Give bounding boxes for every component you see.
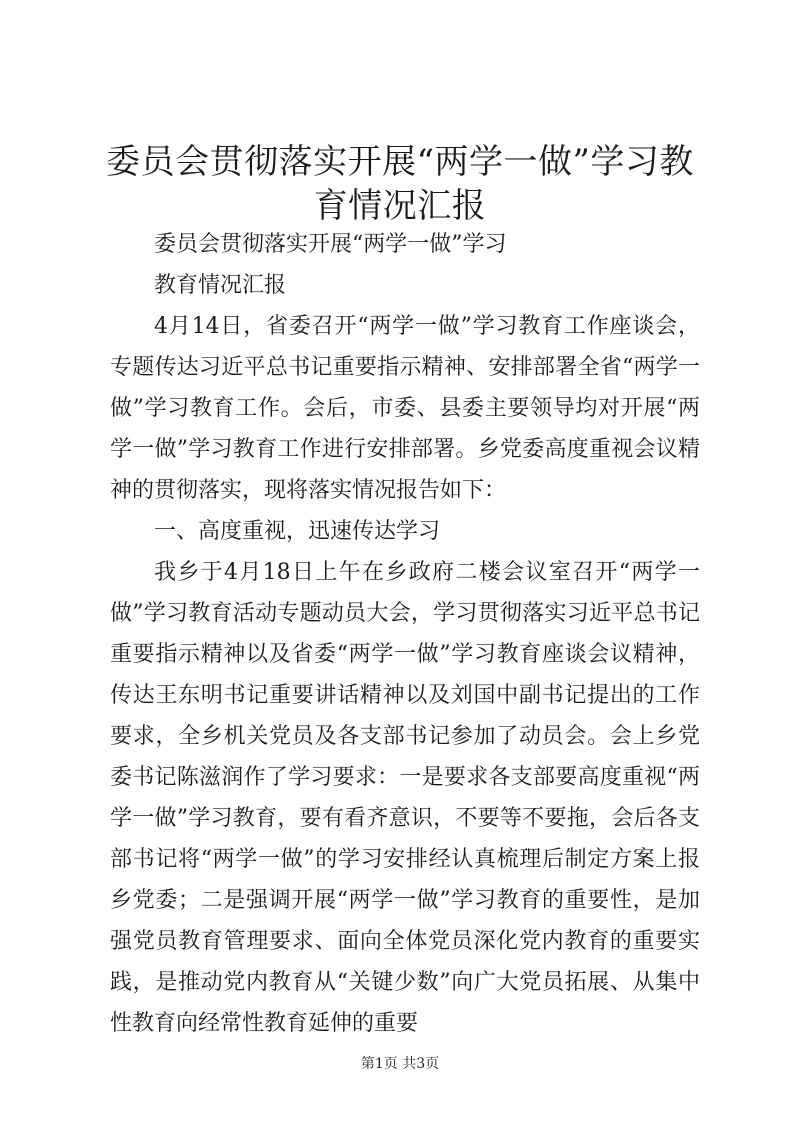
paragraph-intro: 4月14日，省委召开“两学一做”学习教育工作座谈会，专题传达习近平总书记重要指示精神、安排部署全省“两学一做”学习教育工作。会后，市委、县委主要领导均对开展“两学一做”学习教育工作进行安排部署。乡党委高度重视会议精神的贯彻落实，现将落实情况报告如下： bbox=[110, 314, 700, 503]
document-body bbox=[110, 224, 700, 1044]
document-title: 委员会贯彻落实开展“两学一做”学习教育情况汇报 bbox=[106, 142, 694, 226]
paragraph-subtitle-line-2: 教育情况汇报 bbox=[154, 273, 287, 298]
paragraph-section-1: 我乡于4月18日上午在乡政府二楼会议室召开“两学一做”学习教育活动专题动员大会，学习贯彻落实习近平总书记重要指示精神以及省委“两学一做”学习教育座谈会议精神，传达王东明书记重要讲话精神以及刘国中副书记提出的工作要求，全乡机关党员及各支部书记参加了动员会。会上乡党委书记陈滋润作了学习要求：一是要求各支部要高度重视“两学一做”学习教育，要有看齐意识，不要等不要拖，会后各支部书记将“两学一做”的学习安排经认真梳理后制定方案上报乡党委；二是强调开展“两学一做”学习教育的重要性，是加强党员教育管理要求、面向全体党员深化党内教育的重要实践，是推动党内教育从“关键少数”向广大党员拓展、从集中性教育向经常性教育延伸的重要 bbox=[110, 560, 700, 1036]
page-footer bbox=[0, 1055, 800, 1073]
paragraph-subtitle-line-1: 委员会贯彻落实开展“两学一做”学习 bbox=[154, 232, 507, 257]
section-heading-1: 一、高度重视，迅速传达学习 bbox=[154, 519, 441, 544]
page-number-label: 第1页 共3页 bbox=[360, 1056, 440, 1072]
